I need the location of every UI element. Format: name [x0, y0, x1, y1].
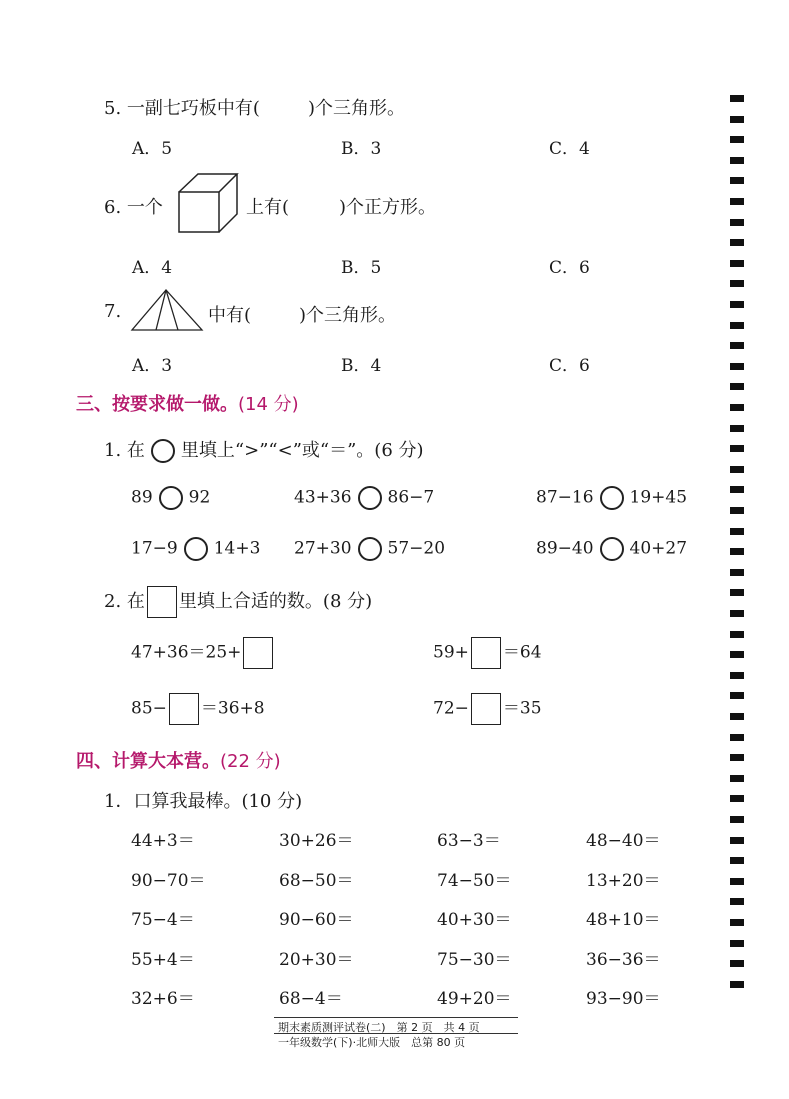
answer-circle[interactable] [600, 486, 624, 510]
expr-left: 47+36＝25+ [131, 642, 242, 663]
option-a[interactable]: A．4 [132, 258, 173, 278]
calc-item[interactable]: 75−30＝ [437, 950, 512, 970]
section-title: 四、计算大本营。 [76, 751, 220, 772]
margin-dash [730, 816, 744, 823]
margin-dash [730, 177, 744, 184]
compare-item [131, 486, 210, 510]
question-text: 上有( [246, 197, 290, 218]
cube-icon [176, 172, 240, 234]
right-expr: 92 [188, 487, 211, 508]
answer-circle[interactable] [358, 486, 382, 510]
question-6 [104, 193, 163, 219]
compare-item [536, 537, 687, 561]
question-7 [104, 301, 121, 322]
question-number: 2. [104, 591, 122, 612]
margin-dash [730, 280, 744, 287]
calc-item[interactable]: 40+30＝ [437, 910, 512, 930]
margin-dash [730, 116, 744, 123]
answer-circle[interactable] [159, 486, 183, 510]
margin-dash [730, 878, 744, 885]
compare-item [536, 486, 687, 510]
question-text: 在 [126, 440, 145, 461]
margin-dash [730, 672, 744, 679]
right-expr: 86−7 [387, 487, 435, 508]
margin-dash [730, 692, 744, 699]
fill-expression [433, 693, 542, 725]
margin-dash [730, 528, 744, 535]
question-text: 一个 [126, 197, 163, 218]
option-c[interactable]: C．6 [549, 258, 590, 278]
question-text: 一副七巧板中有( [126, 98, 260, 119]
expr-left: 85− [131, 698, 167, 719]
question-text: 里填上合适的数。(8 分) [178, 591, 373, 612]
left-expr: 87−16 [536, 487, 594, 508]
question-text: )个三角形。 [307, 98, 405, 119]
question-text: )个三角形。 [299, 305, 397, 326]
calc-item[interactable]: 13+20＝ [586, 871, 661, 891]
question-number: 5. [104, 98, 122, 119]
margin-dash [730, 260, 744, 267]
right-expr: 19+45 [629, 487, 688, 508]
calc-item[interactable]: 20+30＝ [279, 950, 354, 970]
expr-right: ＝35 [502, 698, 542, 719]
margin-dash [730, 981, 744, 988]
fill-expression [131, 637, 275, 669]
calc-item[interactable]: 49+20＝ [437, 989, 512, 1009]
margin-dash [730, 219, 744, 226]
calc-item[interactable]: 32+6＝ [131, 989, 195, 1009]
calc-item[interactable]: 30+26＝ [279, 831, 354, 851]
compare-item [131, 537, 260, 561]
option-c[interactable]: C．6 [549, 356, 590, 376]
margin-dash [730, 425, 744, 432]
answer-box[interactable] [243, 637, 273, 669]
margin-dash [730, 837, 744, 844]
margin-dash [730, 960, 744, 967]
calc-item[interactable]: 44+3＝ [131, 831, 195, 851]
compare-item [294, 486, 434, 510]
margin-dash [730, 631, 744, 638]
calc-item[interactable]: 36−36＝ [586, 950, 661, 970]
section-title: 三、按要求做一做。 [76, 394, 238, 415]
question-6-tail [246, 193, 436, 219]
answer-circle[interactable] [600, 537, 624, 561]
margin-dash [730, 610, 744, 617]
section-3-heading [76, 390, 299, 416]
footer-rule [274, 1017, 518, 1018]
right-expr: 14+3 [213, 538, 261, 559]
margin-dash [730, 404, 744, 411]
calc-item[interactable]: 48+10＝ [586, 910, 661, 930]
question-text: 中有( [208, 305, 252, 326]
option-b[interactable]: B．3 [341, 139, 382, 159]
option-b[interactable]: B．5 [341, 258, 382, 278]
left-expr: 89 [131, 487, 153, 508]
expr-right: ＝36+8 [200, 698, 265, 719]
calc-item[interactable]: 55+4＝ [131, 950, 195, 970]
margin-dash [730, 734, 744, 741]
section-points: (22 分) [220, 751, 281, 772]
margin-dash [730, 239, 744, 246]
margin-dash [730, 507, 744, 514]
margin-dash [730, 157, 744, 164]
margin-dash [730, 569, 744, 576]
margin-dash [730, 445, 744, 452]
section-4-question-1: 1．口算我最棒。(10 分) [104, 791, 303, 812]
option-a[interactable]: A．3 [132, 356, 173, 376]
margin-dash [730, 589, 744, 596]
margin-dash [730, 342, 744, 349]
margin-dash [730, 795, 744, 802]
calc-item[interactable]: 90−70＝ [131, 871, 206, 891]
left-expr: 43+36 [294, 487, 352, 508]
margin-dash [730, 322, 744, 329]
calc-item[interactable]: 75−4＝ [131, 910, 195, 930]
section-4-heading [76, 747, 281, 773]
margin-dash [730, 940, 744, 947]
triangle-figure-icon [130, 288, 204, 332]
question-text: )个正方形。 [339, 197, 437, 218]
fill-expression [433, 637, 542, 669]
fill-expression [131, 693, 265, 725]
question-number: 7. [104, 301, 122, 322]
question-number: 6. [104, 197, 122, 218]
option-c[interactable]: C．4 [549, 139, 590, 159]
expr-left: 59+ [433, 642, 469, 663]
left-expr: 27+30 [294, 538, 352, 559]
expr-right: ＝64 [502, 642, 542, 663]
option-b[interactable]: B．4 [341, 356, 382, 376]
margin-dash [730, 919, 744, 926]
margin-dash [730, 383, 744, 390]
margin-dash [730, 301, 744, 308]
answer-box[interactable] [169, 693, 199, 725]
expr-left: 72− [433, 698, 469, 719]
answer-circle[interactable] [184, 537, 208, 561]
calc-item[interactable]: 93−90＝ [586, 989, 661, 1009]
margin-dash [730, 775, 744, 782]
circle-symbol-icon [151, 439, 175, 463]
margin-dash [730, 486, 744, 493]
compare-item [294, 537, 445, 561]
calc-item[interactable]: 68−50＝ [279, 871, 354, 891]
margin-dash [730, 754, 744, 761]
option-a[interactable]: A．5 [132, 139, 173, 159]
question-5 [104, 94, 405, 120]
section-points: (14 分) [238, 394, 299, 415]
calc-item[interactable]: 68−4＝ [279, 989, 343, 1009]
question-text: 里填上“>”“<”或“＝”。(6 分) [180, 440, 424, 461]
margin-dash [730, 466, 744, 473]
margin-dash [730, 95, 744, 102]
margin-dash [730, 898, 744, 905]
question-number: 1. [104, 440, 122, 461]
right-expr: 40+27 [629, 538, 688, 559]
margin-dash [730, 857, 744, 864]
section-3-question-2 [104, 586, 372, 618]
question-7-tail [208, 301, 396, 327]
margin-dash [730, 198, 744, 205]
footer-line-2: 一年级数学(下)·北师大版 总第 80 页 [278, 1036, 466, 1049]
calc-item[interactable]: 74−50＝ [437, 871, 512, 891]
section-3-question-1 [104, 436, 424, 463]
right-expr: 57−20 [387, 538, 446, 559]
calc-item[interactable]: 48−40＝ [586, 831, 661, 851]
left-expr: 89−40 [536, 538, 594, 559]
footer-line-1: 期末素质测评试卷(二) 第 2 页 共 4 页 [278, 1021, 480, 1034]
calc-item[interactable]: 90−60＝ [279, 910, 354, 930]
answer-circle[interactable] [358, 537, 382, 561]
left-expr: 17−9 [131, 538, 178, 559]
question-text: 在 [126, 591, 145, 612]
answer-box[interactable] [471, 693, 501, 725]
margin-dash [730, 363, 744, 370]
calc-item[interactable]: 63−3＝ [437, 831, 501, 851]
margin-dash [730, 713, 744, 720]
square-box-icon [147, 586, 177, 618]
margin-dash [730, 136, 744, 143]
margin-dash [730, 548, 744, 555]
answer-box[interactable] [471, 637, 501, 669]
margin-dash [730, 651, 744, 658]
